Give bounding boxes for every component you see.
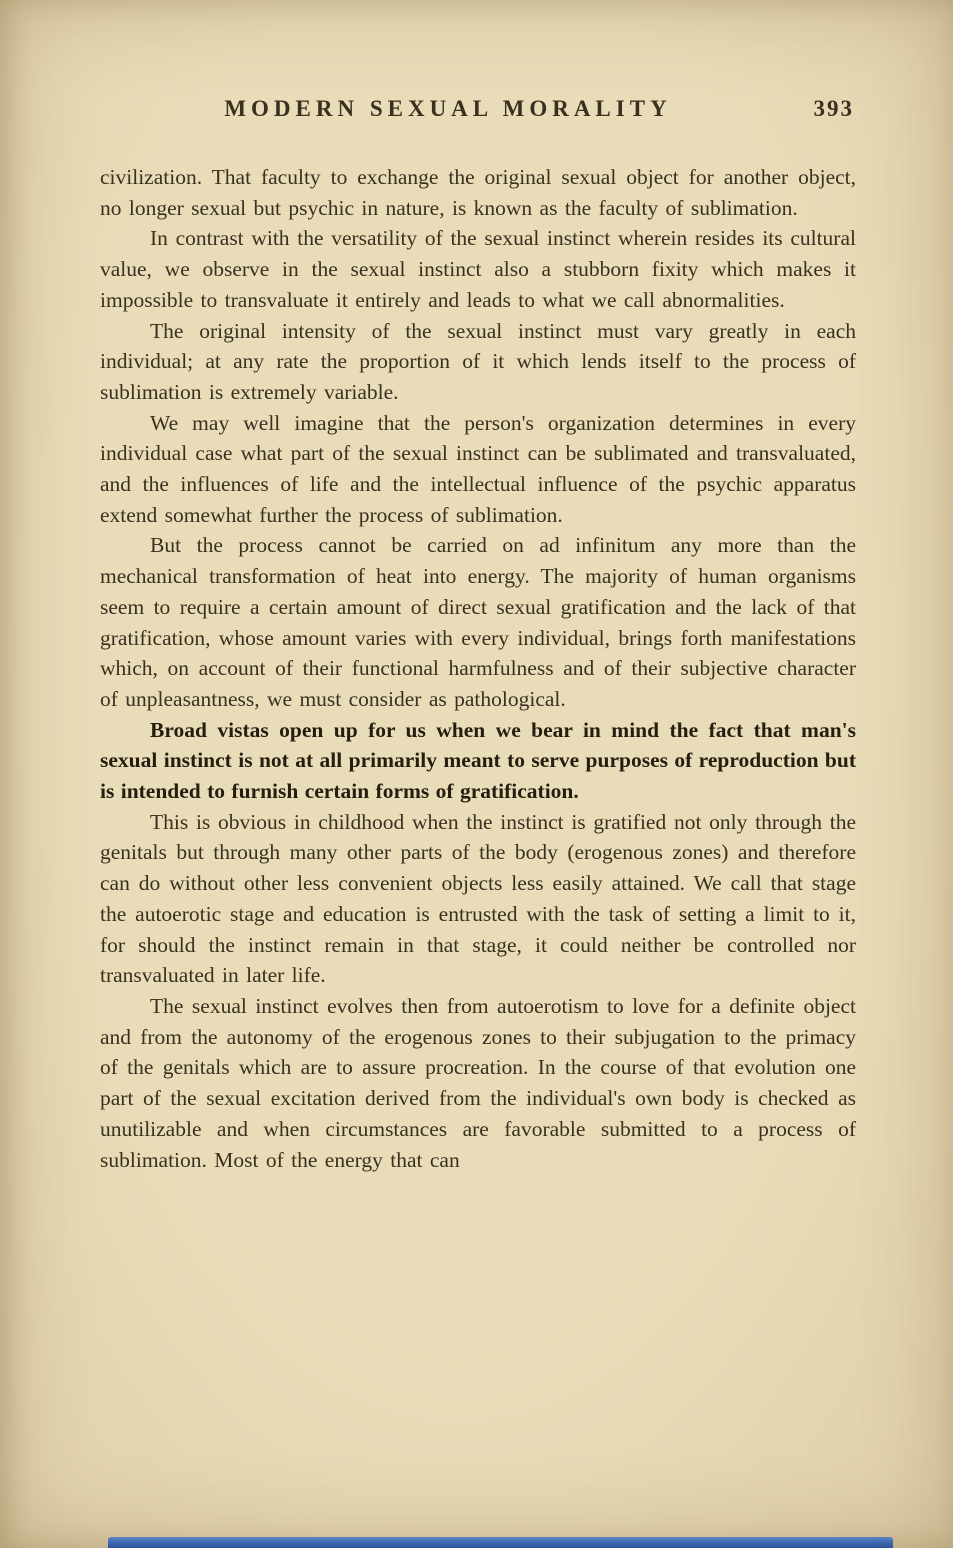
paragraph-process-ad-infinitum: But the process cannot be carried on ad infinitum any more than the mechanical transformation of heat into energy. The majority of human organisms seem to require a certain amount of direct sexual gratification and the lack of that gratification, whose amount varies with every individual, brings forth manifestations which, on account of their functional harmfulness and of their subjective character of unpleasantness, we must consider as pathological. xyxy=(100,533,856,711)
paragraph-person-organization: We may well imagine that the person's organization determines in every individual case what part of the sexual instinct can be sublimated and transvaluated, and the influences of life and the intellectual influence of the psychic apparatus extend somewhat further the process of sublimation. xyxy=(100,410,856,527)
paragraph-obvious-in-childhood: This is obvious in childhood when the instinct is gratified not only through the genitals but through many other parts of the body (erogenous zones) and therefore can do without other less convenient objects less easily attained. We call that stage the autoerotic stage and education is entrusted with the task of setting a limit to it, for should the instinct remain in that stage, it could neither be controlled nor transvaluated in later life. xyxy=(100,809,856,988)
paragraph-original-intensity: The original intensity of the sexual instinct must vary greatly in each individual; at any rate the proportion of it which lends itself to the process of sublimation is extremely variable. xyxy=(100,318,856,404)
paragraph-continuation: civilization. That faculty to exchange the original sexual object for another object, no longer sexual but psychic in nature, is known as the faculty of sublimation. xyxy=(100,165,856,220)
paragraph-contrast-versatility: In contrast with the versatility of the sexual instinct wherein resides its cultural value, we observe in the sexual instinct also a stubborn fixity which makes it impossible to transvaluate it entirely and leads to what we call abnormalities. xyxy=(100,226,856,312)
paragraph-broad-vistas-emphasis: Broad vistas open up for us when we bear in mind the fact that man's sexual instinct is not at all primarily meant to serve purposes of reproduction but is intended to furnish certain forms of gratification. xyxy=(100,717,856,804)
running-header xyxy=(100,96,856,136)
body-text-block xyxy=(100,162,856,1175)
paragraph-instinct-evolves: The sexual instinct evolves then from autoerotism to love for a definite object and from the autonomy of the erogenous zones to their subjugation to the primacy of the genitals which are to assure procreation. In the course of that evolution one part of the sexual excitation derived from the individual's own body is checked as unutilizable and when circumstances are favorable submitted to a process of sublimation. Most of the energy that can xyxy=(100,993,856,1172)
page-content xyxy=(100,96,856,1175)
running-header-title: MODERN SEXUAL MORALITY xyxy=(224,96,672,121)
page-number: 393 xyxy=(813,96,854,121)
scan-bottom-edge-strip xyxy=(108,1537,893,1548)
